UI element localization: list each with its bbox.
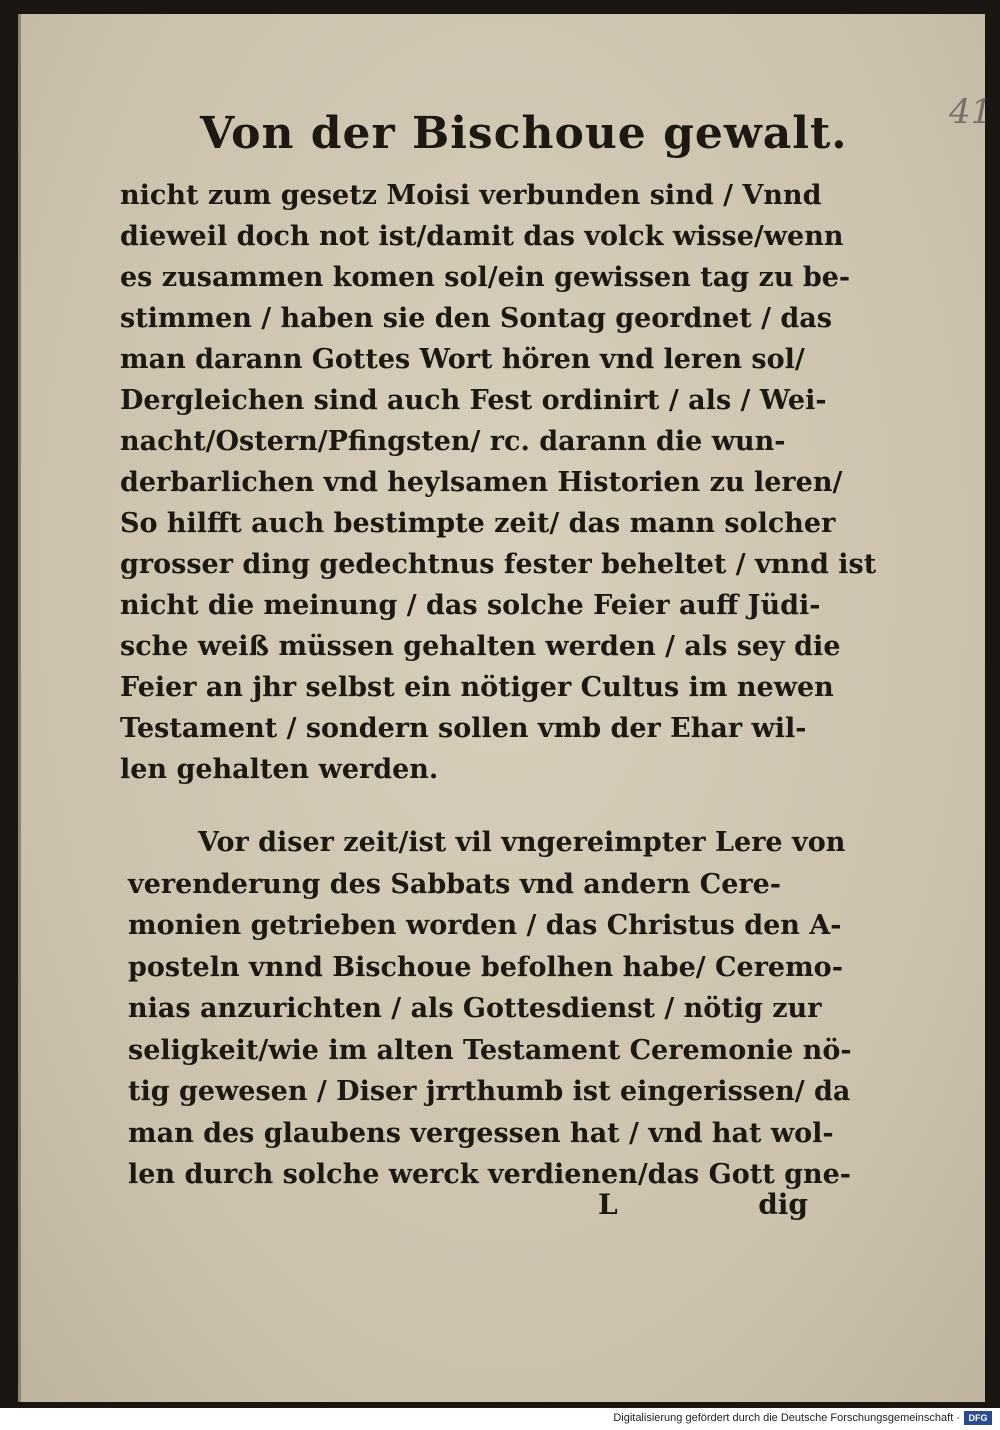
text-line: Testament / sondern sollen vmb der Ehar wil- [120, 713, 807, 744]
digitization-footer [0, 1408, 1000, 1430]
text-line: grosser ding gedechtnus fester beheltet / vnnd ist [120, 549, 877, 580]
text-line: Feier an jhr selbst ein nötiger Cultus im newen [120, 672, 834, 703]
catchword: dig [758, 1188, 808, 1221]
text-line: man darann Gottes Wort hören vnd leren sol/ [120, 344, 805, 375]
text-line: sche weiß müssen gehalten werden / als sey die [120, 631, 841, 662]
running-head: Von der Bischoue gewalt. [200, 108, 848, 159]
funding-credit: Digitalisierung gefördert durch die Deutsche Forschungsgemeinschaft · [613, 1412, 960, 1424]
text-line: nicht die meinung / das solche Feier auff Jüdi- [120, 590, 821, 621]
text-line: verenderung des Sabbats vnd andern Cere- [128, 868, 782, 900]
text-line: monien getrieben worden / das Christus den A- [128, 910, 842, 941]
text-line: man des glaubens vergessen hat / vnd hat wol- [128, 1117, 834, 1149]
signature-mark: L [598, 1188, 618, 1221]
text-line: dieweil doch not ist/damit das volck wisse/wenn [120, 221, 844, 252]
dfg-logo: DFG [964, 1411, 992, 1425]
text-line: len durch solche werck verdienen/das Gott gne- [128, 1159, 851, 1190]
text-line: nicht zum gesetz Moisi verbunden sind / Vnnd [120, 180, 822, 211]
text-line: So hilfft auch bestimpte zeit/ das mann solcher [120, 508, 836, 539]
text-line: Vor diser zeit/ist vil vngereimpter Lere von [198, 827, 846, 858]
page-foot [128, 1188, 808, 1232]
text-line: derbarlichen vnd heylsamen Historien zu leren/ [120, 467, 843, 498]
paragraph-1 [120, 175, 877, 790]
text-line: tig gewesen / Diser jrrthumb ist eingerissen/ da [128, 1076, 851, 1107]
text-line: seligkeit/wie im alten Testament Ceremonie nö- [128, 1034, 852, 1066]
text-line: nias anzurichten / als Gottesdienst / nötig zur [128, 993, 822, 1024]
text-line: nacht/Ostern/Pfingsten/ rc. darann die wun- [120, 426, 786, 457]
text-line: es zusammen komen sol/ein gewissen tag zu be- [120, 262, 851, 293]
folio-number: 41 [949, 92, 993, 132]
paragraph-2 [128, 822, 852, 1196]
text-line: posteln vnnd Bischoue befolhen habe/ Ceremo- [128, 951, 843, 983]
text-line: len gehalten werden. [120, 754, 439, 785]
text-line: Dergleichen sind auch Fest ordinirt / als / Wei- [120, 385, 827, 416]
text-line: stimmen / haben sie den Sontag geordnet / das [120, 303, 832, 334]
